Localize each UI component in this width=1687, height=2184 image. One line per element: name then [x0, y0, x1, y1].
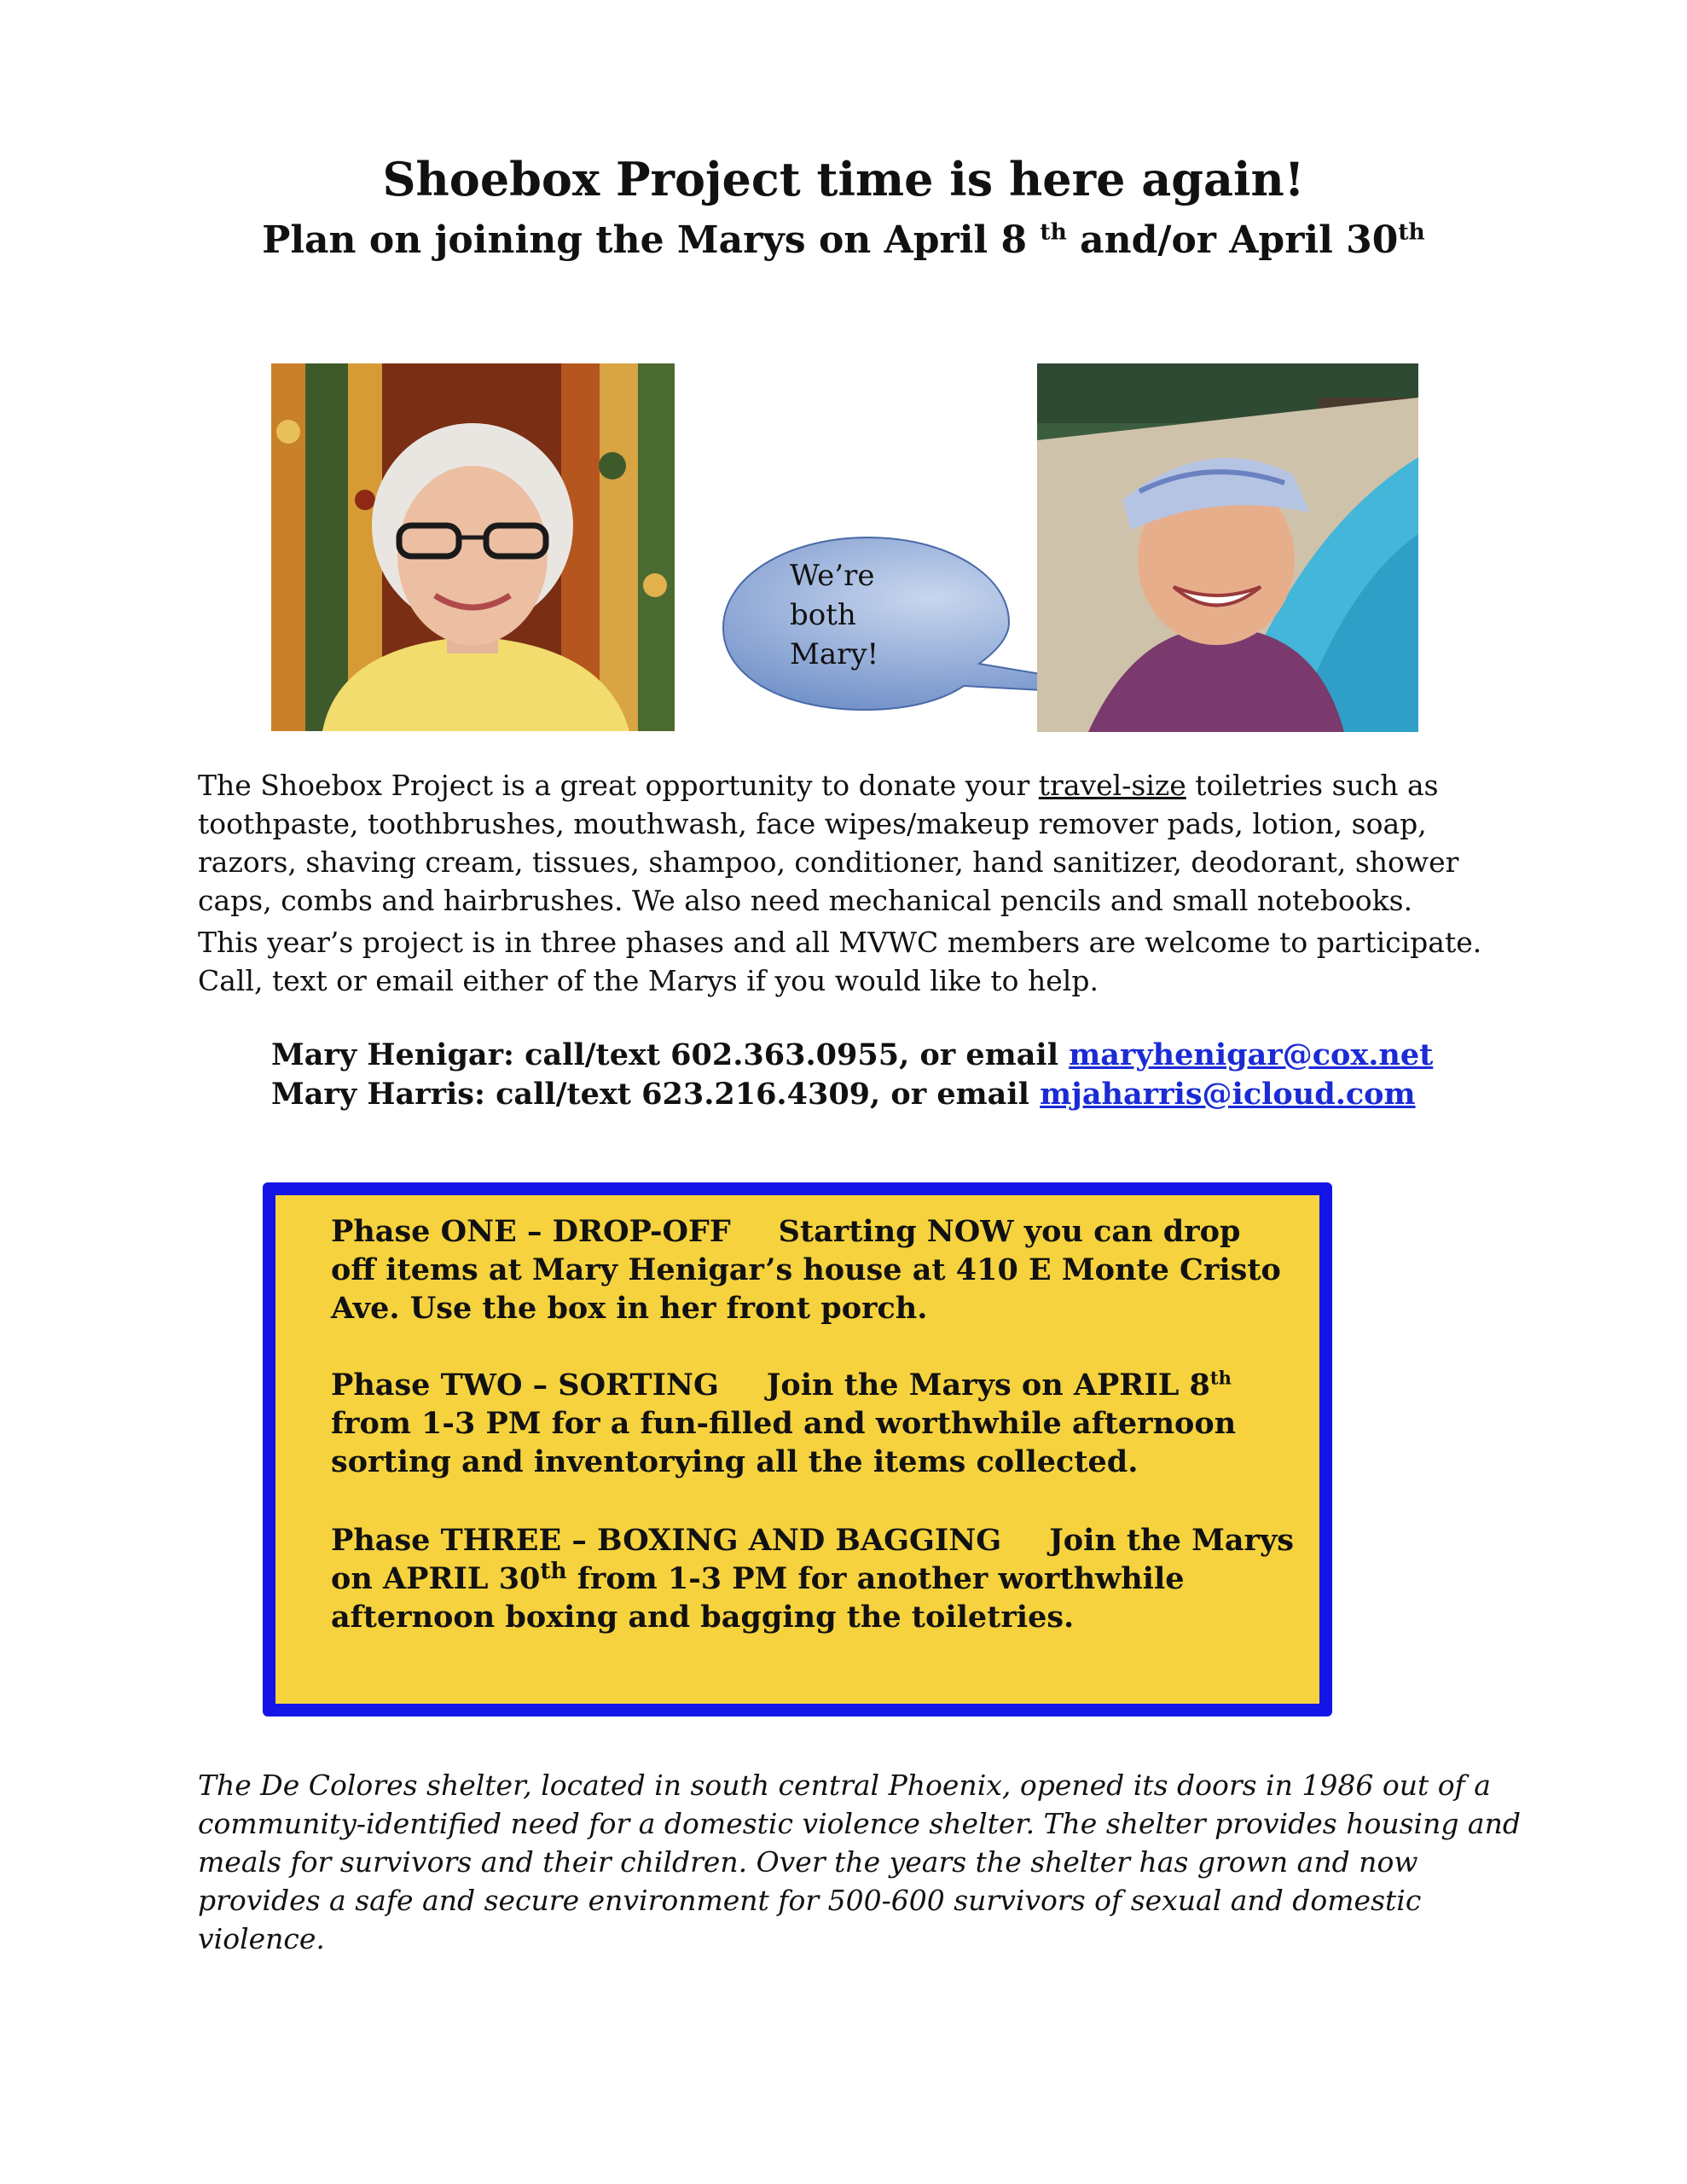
- email-link-henigar[interactable]: maryhenigar@cox.net: [1069, 1037, 1434, 1072]
- phase-superscript: th: [540, 1558, 567, 1585]
- photo-mary-henigar: [271, 363, 675, 731]
- contact-label: Mary Henigar: call/text 602.363.0955, or email: [271, 1037, 1070, 1072]
- subtitle-superscript-1: th: [1040, 218, 1067, 246]
- contact-mary-harris: [271, 1075, 1416, 1114]
- phase-name: Phase TWO – SORTING: [331, 1368, 719, 1403]
- phase-description-a: Join the Marys on APRIL 8: [766, 1368, 1210, 1403]
- shelter-paragraph: The De Colores shelter, located in south central Phoenix, opened its doors in 1986 out of a community-identified need for a domestic violence shelter. The shelter provides housing and meals for survivors and their children. Over the years the shelter has grown and now provides a safe and secure environment for 500-600 survivors of sexual and domestic violence.: [198, 1769, 1521, 1955]
- contact-mary-henigar: [271, 1036, 1433, 1075]
- speech-bubble-text: We’re both Mary!: [790, 559, 879, 671]
- phase-three: [331, 1521, 1295, 1636]
- phase-description-a: Join the Marys on APRIL 30: [331, 1523, 1294, 1596]
- phase-description: Starting NOW you can drop off items at Mary Henigar’s house at 410 E Monte Cristo Ave. Use the box in her front porch.: [331, 1214, 1281, 1326]
- page-title: Shoebox Project time is here again!: [382, 152, 1305, 206]
- speech-bubble: [723, 534, 1013, 713]
- intro-text-start: The Shoebox Project is a great opportunity to donate your: [198, 769, 1039, 802]
- phase-description-b: from 1-3 PM for a fun-filled and worthwhile afternoon sorting and inventorying all the items collected.: [331, 1406, 1237, 1479]
- travel-size-emphasis: travel-size: [1038, 769, 1186, 802]
- phase-two: [331, 1366, 1295, 1481]
- phase-superscript: th: [1209, 1367, 1232, 1389]
- photo-mary-harris: [1037, 363, 1418, 732]
- subtitle-superscript-2: th: [1398, 218, 1425, 246]
- contact-label: Mary Harris: call/text 623.216.4309, or email: [271, 1077, 1041, 1112]
- intro-text-rest: toiletries such as toothpaste, toothbrushes, mouthwash, face wipes/makeup remover pads, lotion, soap, razors, shaving cream, tissues, shampoo, conditioner, hand sanitizer, deodorant, shower caps, combs and hairbrushes. We also need mechanical pencils and small notebooks.: [198, 769, 1459, 917]
- subtitle-text-a: Plan on joining the Marys on April 8: [262, 218, 1028, 262]
- intro-paragraph: [198, 766, 1528, 920]
- page-subtitle: [0, 218, 1687, 262]
- subtitle-text-b: and/or April 30: [1080, 218, 1399, 262]
- phase-description-b: from 1-3 PM for another worthwhile afternoon boxing and bagging the toiletries.: [331, 1561, 1185, 1635]
- email-link-harris[interactable]: mjaharris@icloud.com: [1040, 1077, 1416, 1112]
- phase-name: Phase ONE – DROP-OFF: [331, 1214, 731, 1249]
- project-paragraph: This year’s project is in three phases and all MVWC members are welcome to participate. Call, text or email either of the Marys if you would like to help.: [198, 926, 1482, 997]
- phase-one: [331, 1212, 1295, 1327]
- phase-name: Phase THREE – BOXING AND BAGGING: [331, 1523, 1002, 1558]
- phases-box: [263, 1182, 1332, 1716]
